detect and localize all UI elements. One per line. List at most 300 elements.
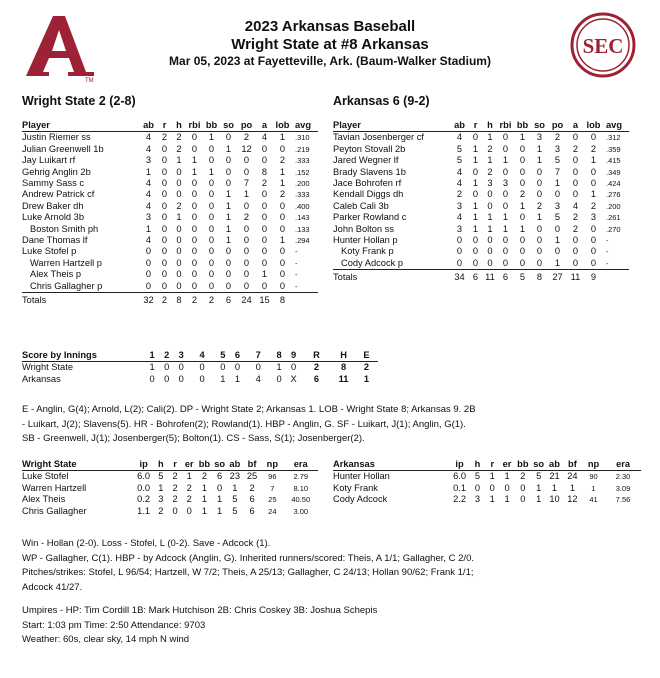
totals-label: Totals [22,295,47,306]
player-name: Tavian Josenberger cf [333,132,424,143]
player-row [22,144,318,155]
stat-cell: 0 [536,189,543,200]
stat-cell: 0 [161,235,168,246]
stat-cell: 1 [279,178,286,189]
stat-cell: 2 [249,482,255,493]
stat-cell: 0 [483,258,497,270]
stat-cell: 0 [225,257,232,268]
stat-cell: 0 [273,281,292,293]
stat-cell: 0 [572,246,579,257]
stat-cell: 5 [554,212,561,223]
start-time-line: Start: 1:03 pm Time: 2:50 Attendance: 9703 [22,619,206,631]
inning-score: 8 [340,362,347,373]
stat-cell: 6.0 [453,471,467,482]
stat-cell: 0 [502,189,509,200]
stat-cell: 0 [497,258,514,270]
stat-cell: 0 [208,246,215,257]
player-name: Cody Adcock p [333,258,451,270]
stat-cell: 0 [176,189,182,200]
team-line-row [22,374,378,385]
totals-cell: 24 [241,295,252,306]
score-by-innings-table [22,350,378,385]
inning-score: 0 [234,362,240,373]
pitcher-row [22,494,318,505]
stat-cell: 1 [519,132,526,143]
home-pitching-table [333,459,641,506]
stat-cell: 1 [191,155,198,166]
away-batting-table [22,120,318,307]
stat-cell: 10 [549,494,560,505]
stat-cell: 0 [256,281,273,293]
stat-cell: 1 [279,235,286,246]
column-header: a [567,120,584,132]
totals-cell: 32 [143,295,154,306]
totals-cell: 2 [191,295,198,306]
stat-cell: 0 [519,178,526,189]
player-name: Alex Theis p [30,269,81,280]
player-name: Kendall Diggs dh [333,189,404,200]
stat-cell: 0 [279,246,286,257]
stat-cell: 2 [520,471,526,482]
player-name: Chris Gallagher p [22,281,140,293]
stat-cell: 0 [208,178,215,189]
stat-cell: .270 [606,224,621,234]
stat-cell: 0 [567,258,584,270]
stat-cell: 0 [161,246,168,257]
totals-cell: 2 [208,295,215,306]
stat-cell: 1 [191,166,198,177]
stat-cell: 0 [176,223,182,234]
stat-cell: 3 [456,223,463,234]
stat-cell: 0 [191,223,198,234]
stat-cell: 0 [161,223,168,234]
stat-cell: 0 [279,212,286,223]
stat-cell: 5 [232,505,238,516]
stat-cell: 0 [536,246,543,257]
column-header: E [355,350,378,362]
stat-cell: 1 [472,178,479,189]
stat-cell: 1 [536,155,543,166]
stat-cell: 0 [225,155,232,166]
column-header: h [470,459,485,471]
player-row [22,212,318,223]
stat-cell: 1 [225,143,232,154]
stat-cell: 0 [590,223,597,234]
stat-cell: 0 [225,132,232,143]
stat-cell: 0 [161,189,168,200]
player-row [22,178,318,189]
column-header: ab [140,120,157,132]
player-name: Hunter Hollan p [333,235,398,246]
player-name: Boston Smith ph [30,223,99,234]
stat-cell: 5 [456,155,463,166]
stat-cell: 0 [536,166,543,177]
totals-cell: 15 [259,295,270,306]
player-name: John Bolton ss [333,223,394,234]
stat-cell: 3 [554,200,561,211]
column-header: a [256,120,273,132]
inning-score: 1 [149,362,155,373]
stat-cell: 24 [567,471,578,482]
column-header: era [605,459,641,471]
stat-cell: 1 [145,223,152,234]
stat-cell: 0 [176,235,182,246]
stat-cell: 1 [502,155,509,166]
stat-cell: 7 [270,483,275,493]
stat-cell: 3 [502,178,509,189]
inning-score: 1 [234,373,240,384]
column-header: so [533,459,545,469]
player-row [333,212,629,223]
inning-score: 0 [199,373,205,384]
column-header: r [157,120,172,132]
stat-cell: .200 [606,201,621,211]
player-row [22,235,318,246]
inning-score: 11 [338,373,349,384]
stat-cell: 0 [208,223,215,234]
stat-cell: 0 [161,257,168,268]
stat-cell: 0 [504,482,510,493]
column-header: 1 [145,350,160,362]
stat-cell: .333 [295,190,310,200]
stat-cell: 0 [191,132,198,143]
stat-cell: 1 [472,212,479,223]
stat-cell: 96 [268,472,277,482]
stat-cell: 4 [145,235,152,246]
stat-cell: 1 [176,212,182,223]
stat-cell: 1 [472,200,479,211]
stat-cell: 0 [489,482,495,493]
pitcher-name: Alex Theis [22,494,66,505]
stat-cell: 25 [268,495,277,505]
column-header: 8 [272,350,287,362]
column-header: era [283,459,318,471]
stat-cell: 0 [472,235,479,246]
column-header: 9 [286,350,301,362]
player-row [333,224,629,235]
stat-cell: 0 [243,223,250,234]
stat-cell: 0 [191,143,198,154]
stat-cell: 1 [225,212,232,223]
stat-cell: 0 [243,235,250,246]
stat-cell: 1 [225,189,232,200]
column-header: Player [22,120,140,132]
column-header: so [531,120,548,132]
team-name: Arkansas [22,373,61,384]
stat-cell: 3.00 [293,506,309,516]
stat-cell: 1 [208,132,215,143]
stat-cell: 0 [261,155,268,166]
date-location: Mar 05, 2023 at Fayetteville, Ark. (Baum-Walker Stadium) [169,54,491,68]
stat-cell: 0.0 [137,482,151,493]
sec-logo-text: SEC [582,34,624,58]
stat-cell: 2 [186,482,192,493]
game-info [22,604,642,648]
stat-cell: 1 [551,482,558,493]
stat-cell: 2 [172,482,178,493]
stat-cell: 0 [208,143,215,154]
stat-cell: 6 [217,471,223,482]
stat-cell: 0.2 [137,494,151,505]
stat-cell: 12 [241,143,252,154]
stat-cell: .312 [606,133,621,143]
header-row [22,459,318,471]
pitcher-name: Chris Gallagher [22,505,87,516]
stat-cell: 0 [519,212,526,223]
stat-cell: 0 [172,281,186,293]
stat-cell: 0 [191,235,198,246]
stat-cell: 0 [536,223,543,234]
column-header: 7 [245,350,272,362]
stat-cell: 0 [191,212,198,223]
totals-cell: 34 [454,272,465,283]
stat-cell: 2 [554,132,561,143]
stat-cell: 7 [554,166,561,177]
column-header: po [237,120,256,132]
header-row [22,350,378,362]
totals-cell: 6 [502,272,509,283]
column-header: er [182,459,196,471]
player-name: Andrew Patrick cf [22,189,95,200]
totals-cell: 8 [536,272,543,283]
inning-score: 0 [220,362,226,373]
stat-cell: 0 [502,235,509,246]
notes-line: - Luikart, J(2); Slavens(5). HR - Bohrofen(2); Rowland(1). HBP - Anglin, G. SF - Luikart, J(1); Anglin, G(1). [22,418,466,430]
column-header: ip [449,459,470,471]
stat-cell: 0 [279,143,286,154]
notes-line: E - Anglin, G(4); Arnold, L(2); Cali(2). DP - Wright State 2; Arkansas 1. LOB - Wright State 8; Arkansas 9. 2B [22,404,476,415]
stat-cell: 0 [208,155,215,166]
stat-cell: 1 [502,212,509,223]
stat-cell: 0 [243,166,250,177]
stat-cell: 0 [502,143,509,154]
column-header: Wright State [22,459,134,471]
player-name: Jared Wegner lf [333,155,399,166]
stat-cell: 0 [261,246,268,257]
stat-cell: 40.50 [291,495,311,505]
stat-cell: 0 [161,212,168,223]
stat-cell: .276 [606,190,621,200]
stat-cell: 12 [567,494,578,505]
stat-cell: 2.30 [615,472,631,482]
column-header: r [485,459,500,471]
inning-score: 6 [313,373,320,384]
inning-score: 1 [220,373,226,384]
sec-logo [570,12,636,78]
stat-cell: 3 [456,200,463,211]
stat-cell: 0 [225,246,232,257]
stat-cell: 0 [220,281,237,293]
column-header: avg [603,120,629,132]
inning-score: 2 [313,362,320,373]
stat-cell: 4 [456,132,463,143]
pitcher-row [333,483,641,494]
stat-cell: 0 [261,235,268,246]
column-header: np [261,459,283,471]
stat-cell: 21 [549,471,560,482]
stat-cell: 1 [261,269,268,280]
stat-cell: 4 [145,178,152,189]
stat-cell: 1 [536,482,542,493]
stat-cell: 3 [554,143,561,154]
column-header: er [500,459,515,471]
stat-cell: 0 [243,155,250,166]
stat-cell: 0 [584,258,603,270]
stat-cell: 0 [145,246,152,257]
totals-cell: 11 [485,272,495,283]
stat-cell: .200 [295,179,310,189]
stat-cell: 0 [472,246,479,257]
player-name: Warren Hartzell p [30,257,102,268]
stat-cell: 1 [519,223,526,234]
stat-cell: 0 [519,246,526,257]
pitcher-name: Cody Adcock [333,494,388,505]
stat-cell: 0 [161,143,168,154]
column-header: Score by Innings [22,350,145,362]
column-header: h [172,120,186,132]
totals-cell: 27 [552,272,563,283]
team-name: Wright State [22,362,73,373]
inning-score: 0 [276,373,282,384]
column-header: bb [514,120,531,132]
player-row [22,189,318,200]
home-batting-table [333,120,629,284]
column-header: po [548,120,567,132]
stat-cell: .333 [295,156,310,166]
stat-cell: 0 [225,166,232,177]
totals-row [333,270,629,284]
stat-cell: .310 [295,133,310,143]
stat-cell: 1 [217,494,223,505]
column-header: ab [227,459,243,471]
column-header: H [332,350,355,362]
stat-cell: 6.0 [137,471,151,482]
stat-cell: - [292,281,318,293]
stat-cell: 0 [519,155,526,166]
player-row [22,132,318,144]
stat-cell: 1 [225,223,232,234]
stat-cell: 2.79 [293,472,309,482]
totals-cell: 5 [519,272,526,283]
stat-cell: .261 [606,213,621,223]
stat-cell: 0 [208,189,215,200]
stat-cell: 1 [519,200,526,211]
stat-cell: 0 [191,257,198,268]
column-header: r [468,120,483,132]
stat-cell: .359 [606,144,621,154]
stat-cell: 2 [456,189,463,200]
decisions-line: Adcock 41/27. [22,581,83,593]
player-name: Koty Frank p [341,246,394,257]
stat-cell: 0 [456,235,463,246]
player-row [333,258,629,270]
stat-cell: 1 [487,223,493,234]
stat-cell: 0 [191,189,198,200]
pitcher-row [22,471,318,483]
stat-cell: 1 [279,132,286,143]
stat-cell: 0 [261,143,268,154]
player-row [333,132,629,144]
column-header: 5 [216,350,231,362]
stat-cell: 1 [536,143,543,154]
stat-cell: .133 [295,224,310,234]
stat-cell: 0 [176,166,182,177]
weather-line: Weather: 60s, clear sky, 14 mph N wind [22,634,190,645]
inning-score: 1 [276,362,282,373]
stat-cell: 0 [472,189,479,200]
stat-cell: 1 [201,482,208,493]
stat-cell: 5 [456,143,463,154]
stat-cell: 1 [225,200,232,211]
inning-score: 0 [178,362,184,373]
decisions-line: WP - Gallagher, C(1). HBP - by Adcock (Anglin, G). Inherited runners/scored: Theis, A 1/1; Gallagher, C 2/0. [22,552,474,564]
stat-cell: 1 [225,235,232,246]
inning-score: 4 [255,373,261,384]
trademark-mark: TM [85,78,94,84]
stat-cell: 1 [487,132,493,143]
stat-cell: 0 [261,189,268,200]
stat-cell: 4 [456,212,463,223]
stat-cell: 2 [176,143,182,154]
stat-cell: 0 [572,132,579,143]
stat-cell: 0 [536,178,543,189]
stat-cell: 2 [172,494,178,505]
header-row [22,120,318,132]
stat-cell: 0 [279,269,286,280]
stat-cell: .400 [295,201,310,211]
stat-cell: 0 [191,246,198,257]
stat-cell: 0 [590,246,597,257]
player-row [22,281,318,293]
stat-cell: 0 [225,269,232,280]
totals-cell: 8 [279,295,286,306]
stat-cell: 0.1 [453,482,467,493]
stat-cell: 1 [548,258,567,270]
stat-cell: 0 [243,200,250,211]
stat-cell: 2 [590,143,597,154]
column-header: lob [273,120,292,132]
stat-cell: 0 [243,246,250,257]
stat-cell: 2 [158,505,164,516]
stat-cell: 0 [161,178,168,189]
pitcher-name: Luke Stofel [22,471,69,482]
player-row [22,167,318,178]
player-row [333,246,629,257]
stat-cell: 0 [572,189,579,200]
column-header: bb [514,459,531,471]
decisions-line: Win - Hollan (2-0). Loss - Stofel, L (0-2). Save - Adcock (1). [22,538,271,549]
stat-cell: 1 [208,166,215,177]
stat-cell: 0 [519,166,526,177]
stat-cell: 0 [176,246,182,257]
player-row [333,167,629,178]
stat-cell: 0 [161,155,168,166]
stat-cell: 0 [279,200,286,211]
stat-cell: 1 [554,235,561,246]
stat-cell: .424 [606,179,621,189]
stat-cell: 0 [176,257,182,268]
stat-cell: 3 [474,494,481,505]
player-row [22,246,318,257]
stat-cell: 0 [531,258,548,270]
stat-cell: 2 [487,143,493,154]
stat-cell: 1 [554,178,561,189]
stat-cell: 0 [468,258,483,270]
stat-cell: 5 [554,155,561,166]
stat-cell: 0 [554,189,561,200]
stat-cell: 0 [208,200,215,211]
away-pitching-table [22,459,318,517]
